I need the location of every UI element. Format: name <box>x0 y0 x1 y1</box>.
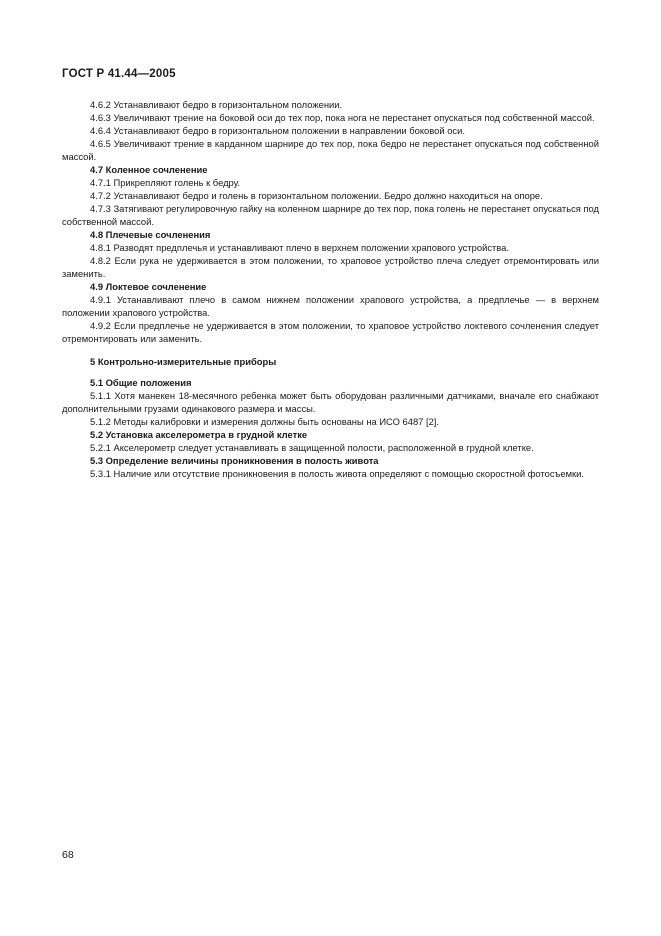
paragraph-4-9-2: 4.9.2 Если предплечье не удерживается в этом положении, то храповое устройство локтевого сочленения следует отремонтировать или заменить. <box>62 320 599 344</box>
heading-4-8: 4.8 Плечевые сочленения <box>90 229 211 240</box>
heading-5-2: 5.2 Установка акселерометра в грудной клетке <box>90 429 308 440</box>
paragraph-4-7-3: 4.7.3 Затягивают регулировочную гайку на коленном шарнире до тех пор, пока голень не перестанет опускаться под собственной массой. <box>62 203 600 227</box>
paragraph-4-6-5: 4.6.5 Увеличивают трение в карданном шарнире до тех пор, пока бедро не перестанет опускаться под собственной массой. <box>62 138 599 162</box>
heading-4-7: 4.7 Коленное сочленение <box>90 164 208 175</box>
page-number: 68 <box>62 849 74 861</box>
paragraph-5-3-1: 5.3.1 Наличие или отсутствие проникновения в полость живота определяют с помощью скоростной фотосъемки. <box>90 468 584 479</box>
paragraph-5-1-1: 5.1.1 Хотя манекен 18-месячного ребенка может быть оборудован различными датчиками, вначале его снабжают дополнительными грузами одинакового размера и массы. <box>62 390 599 414</box>
document-body <box>62 98 599 480</box>
paragraph-5-2-1: 5.2.1 Акселерометр следует устанавливать в защищенной полости, расположенной в грудной клетке. <box>90 442 534 453</box>
heading-5-1: 5.1 Общие положения <box>90 377 192 388</box>
paragraph-4-8-2: 4.8.2 Если рука не удерживается в этом положении, то храповое устройство плеча следует отремонтировать или заменить. <box>62 255 599 279</box>
paragraph-4-6-4: 4.6.4 Устанавливают бедро в горизонтальном положении в направлении боковой оси. <box>90 125 465 136</box>
paragraph-4-8-1: 4.8.1 Разводят предплечья и устанавливают плечо в верхнем положении храпового устройства. <box>90 242 509 253</box>
paragraph-4-7-2: 4.7.2 Устанавливают бедро и голень в горизонтальном положении. Бедро должно находиться на опоре. <box>90 190 543 201</box>
paragraph-4-9-1: 4.9.1 Устанавливают плечо в самом нижнем положении храпового устройства, а предплечье — в верхнем положении храпового устройства. <box>62 294 599 318</box>
page-header-title: ГОСТ Р 41.44—2005 <box>62 68 176 80</box>
paragraph-5-1-2: 5.1.2 Методы калибровки и измерения должны быть основаны на ИСО 6487 [2]. <box>90 416 440 427</box>
paragraph-4-6-2: 4.6.2 Устанавливают бедро в горизонтальном положении. <box>90 99 343 110</box>
paragraph-4-6-3: 4.6.3 Увеличивают трение на боковой оси до тех пор, пока нога не перестанет опускаться под собственной массой. <box>90 112 595 123</box>
heading-5-3: 5.3 Определение величины проникновения в полость живота <box>90 455 379 466</box>
heading-4-9: 4.9 Локтевое сочленение <box>90 281 207 292</box>
paragraph-4-7-1: 4.7.1 Прикрепляют голень к бедру. <box>90 177 241 188</box>
section-heading-5: 5 Контрольно-измерительные приборы <box>90 356 277 367</box>
